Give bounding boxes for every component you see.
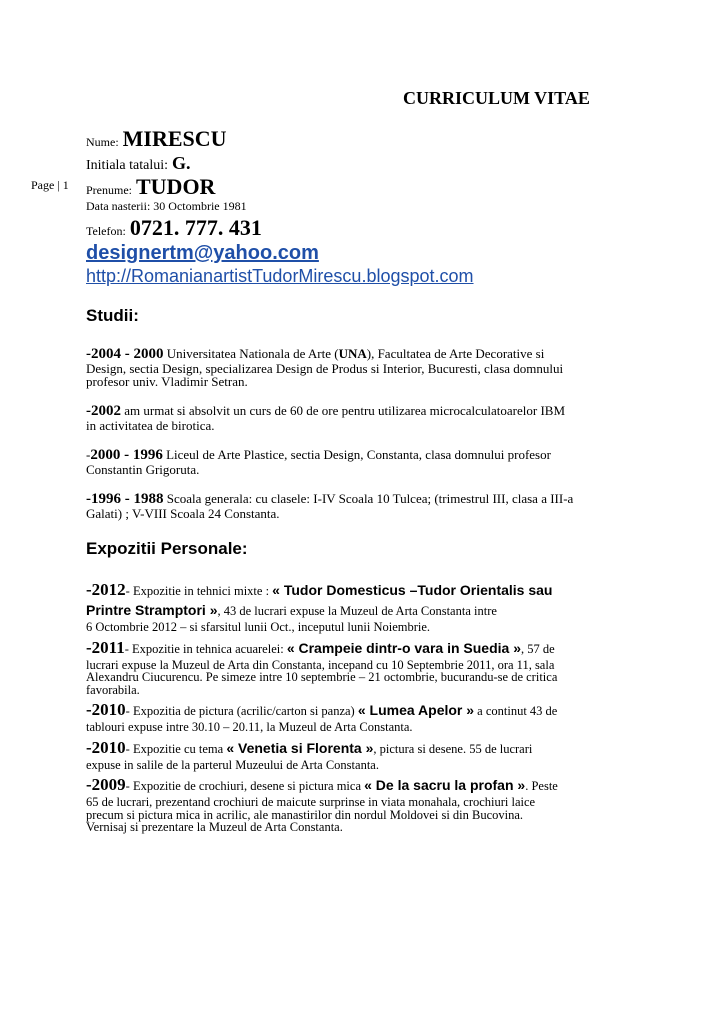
exhibition-title: Printre Stramptori »: [86, 602, 218, 618]
study-text: Design, sectia Design, specializarea Design de Produs si Interior, Bucuresti, clasa domnului: [86, 361, 564, 376]
exhibition-title: « Tudor Domesticus –Tudor Orientalis sau: [272, 582, 553, 598]
initiala-label: Initiala tatalui:: [86, 158, 169, 173]
nume-label: Nume:: [86, 135, 119, 149]
study-years: -2004 - 2000: [86, 346, 164, 362]
exhibition-text: Alexandru Ciucurencu. Pe simeze intre 10 septembrie – 21 octombrie, bucurandu-se de critica: [86, 670, 558, 684]
page-number: Page | 1: [31, 178, 69, 192]
phone-number: 0721. 777. 431: [129, 215, 262, 240]
exhibition-title: « Lumea Apelor »: [357, 702, 475, 718]
study-years: 2000 - 1996: [90, 447, 163, 463]
exhibition-text: - Expozitie cu tema: [125, 741, 227, 756]
expozitii-heading: Expozitii Personale:: [86, 539, 248, 558]
exhibition-title: « De la sacru la profan »: [364, 777, 526, 793]
study-text: Constantin Grigoruta.: [86, 462, 200, 477]
first-name: TUDOR: [136, 174, 216, 199]
study-text: ), Facultatea de Arte Decorative si: [366, 346, 545, 361]
first-name-row: [86, 176, 646, 200]
email-link[interactable]: designertm@yahoo.com: [86, 242, 319, 264]
una-abbrev: UNA: [338, 346, 367, 361]
blog-link[interactable]: http://RomanianartistTudorMirescu.blogspot.com: [86, 266, 474, 286]
last-name: MIRESCU: [122, 126, 227, 151]
prenume-label: Prenume:: [86, 183, 132, 197]
exhibition-text: , pictura si desene. 55 de lucrari: [373, 741, 533, 756]
study-years: -2002: [86, 403, 121, 419]
study-text: am urmat si absolvit un curs de 60 de ore pentru utilizarea microcalculatoarelor IBM: [121, 403, 566, 418]
exhibition-year: -2009: [86, 775, 126, 794]
phone-row: [86, 217, 646, 243]
exhibition-year: -2012: [86, 580, 126, 599]
exhibition-text: , 43 de lucrari expuse la Muzeul de Arta Constanta intre: [217, 604, 497, 618]
exhibition-year: -2010: [86, 737, 126, 757]
study-text: Scoala generala: cu clasele: I-IV Scoala 10 Tulcea; (trimestrul III, clasa a III-a: [163, 491, 574, 506]
exhibition-text: - Expozitie in tehnica acuarelei:: [124, 641, 287, 656]
exhibition-item: [86, 738, 646, 772]
exhibition-year: -2010: [86, 700, 126, 719]
initial-row: [86, 154, 646, 176]
exhibition-title: « Crampeie dintr-o vara in Suedia »: [286, 639, 521, 656]
study-years: -1996 - 1988: [86, 491, 164, 507]
exhibition-text: - Expozitie de crochiuri, desene si pictura mica: [125, 779, 365, 793]
exhibition-year: -2011: [86, 637, 125, 657]
exhibition-text: favorabila.: [86, 682, 140, 697]
study-text: profesor univ. Vladimir Setran.: [86, 374, 248, 389]
exhibition-text: a continut 43 de: [474, 704, 558, 718]
exhibition-item: [86, 580, 646, 634]
studii-heading: Studii:: [86, 306, 139, 325]
exhibition-text: 65 de lucrari, prezentand crochiuri de maicute surprinse in viata monahala, crochiuri laice: [86, 795, 536, 809]
exhibition-text: tablouri expuse intre 30.10 – 20.11, la Muzeul de Arta Constanta.: [86, 720, 413, 734]
study-text: in activitatea de birotica.: [86, 418, 215, 433]
exhibition-text: . Peste: [525, 779, 558, 793]
study-text: Liceul de Arte Plastice, sectia Design, Constanta, clasa domnului profesor: [162, 447, 551, 462]
dash: -: [86, 447, 91, 462]
exhibition-text: precum si pictura mica in acrilic, ale manastirilor din nordul Moldovei si din Bucovina.: [86, 807, 524, 822]
exhibition-text: lucrari expuse la Muzeul de Arta din Constanta, incepand cu 10 Septembrie 2011, ora 11, sala: [86, 657, 555, 672]
father-initial: G.: [172, 153, 191, 173]
exhibition-text: , 57 de: [521, 641, 555, 656]
studii-item: [86, 492, 646, 520]
exhibition-item: [86, 700, 646, 734]
birth-date: Data nasterii: 30 Octombrie 1981: [86, 199, 247, 213]
name-row: [86, 126, 646, 154]
exhibition-text: - Expozitie in tehnici mixte :: [125, 584, 273, 598]
telefon-label: Telefon:: [86, 224, 126, 238]
study-text: Galati) ; V-VIII Scoala 24 Constanta.: [86, 506, 280, 521]
studii-item: [86, 347, 646, 388]
exhibition-item: [86, 775, 646, 834]
studii-item: [86, 448, 646, 476]
study-text: Universitatea Nationala de Arte (: [163, 346, 339, 361]
exhibition-text: 6 Octombrie 2012 – si sfarsitul lunii Oct., inceputul lunii Noiembrie.: [86, 620, 431, 634]
studii-item: [86, 404, 646, 432]
exhibition-text: - Expozitia de pictura (acrilic/carton si panza): [125, 704, 358, 718]
exhibition-text: expuse in salile de la parterul Muzeului de Arta Constanta.: [86, 757, 379, 772]
document-title: CURRICULUM VITAE: [403, 88, 590, 108]
exhibition-title: « Venetia si Florenta »: [226, 739, 374, 756]
exhibition-text: Vernisaj si prezentare la Muzeul de Arta Constanta.: [86, 820, 343, 834]
cv-content: [86, 126, 646, 834]
exhibition-item: [86, 638, 646, 697]
